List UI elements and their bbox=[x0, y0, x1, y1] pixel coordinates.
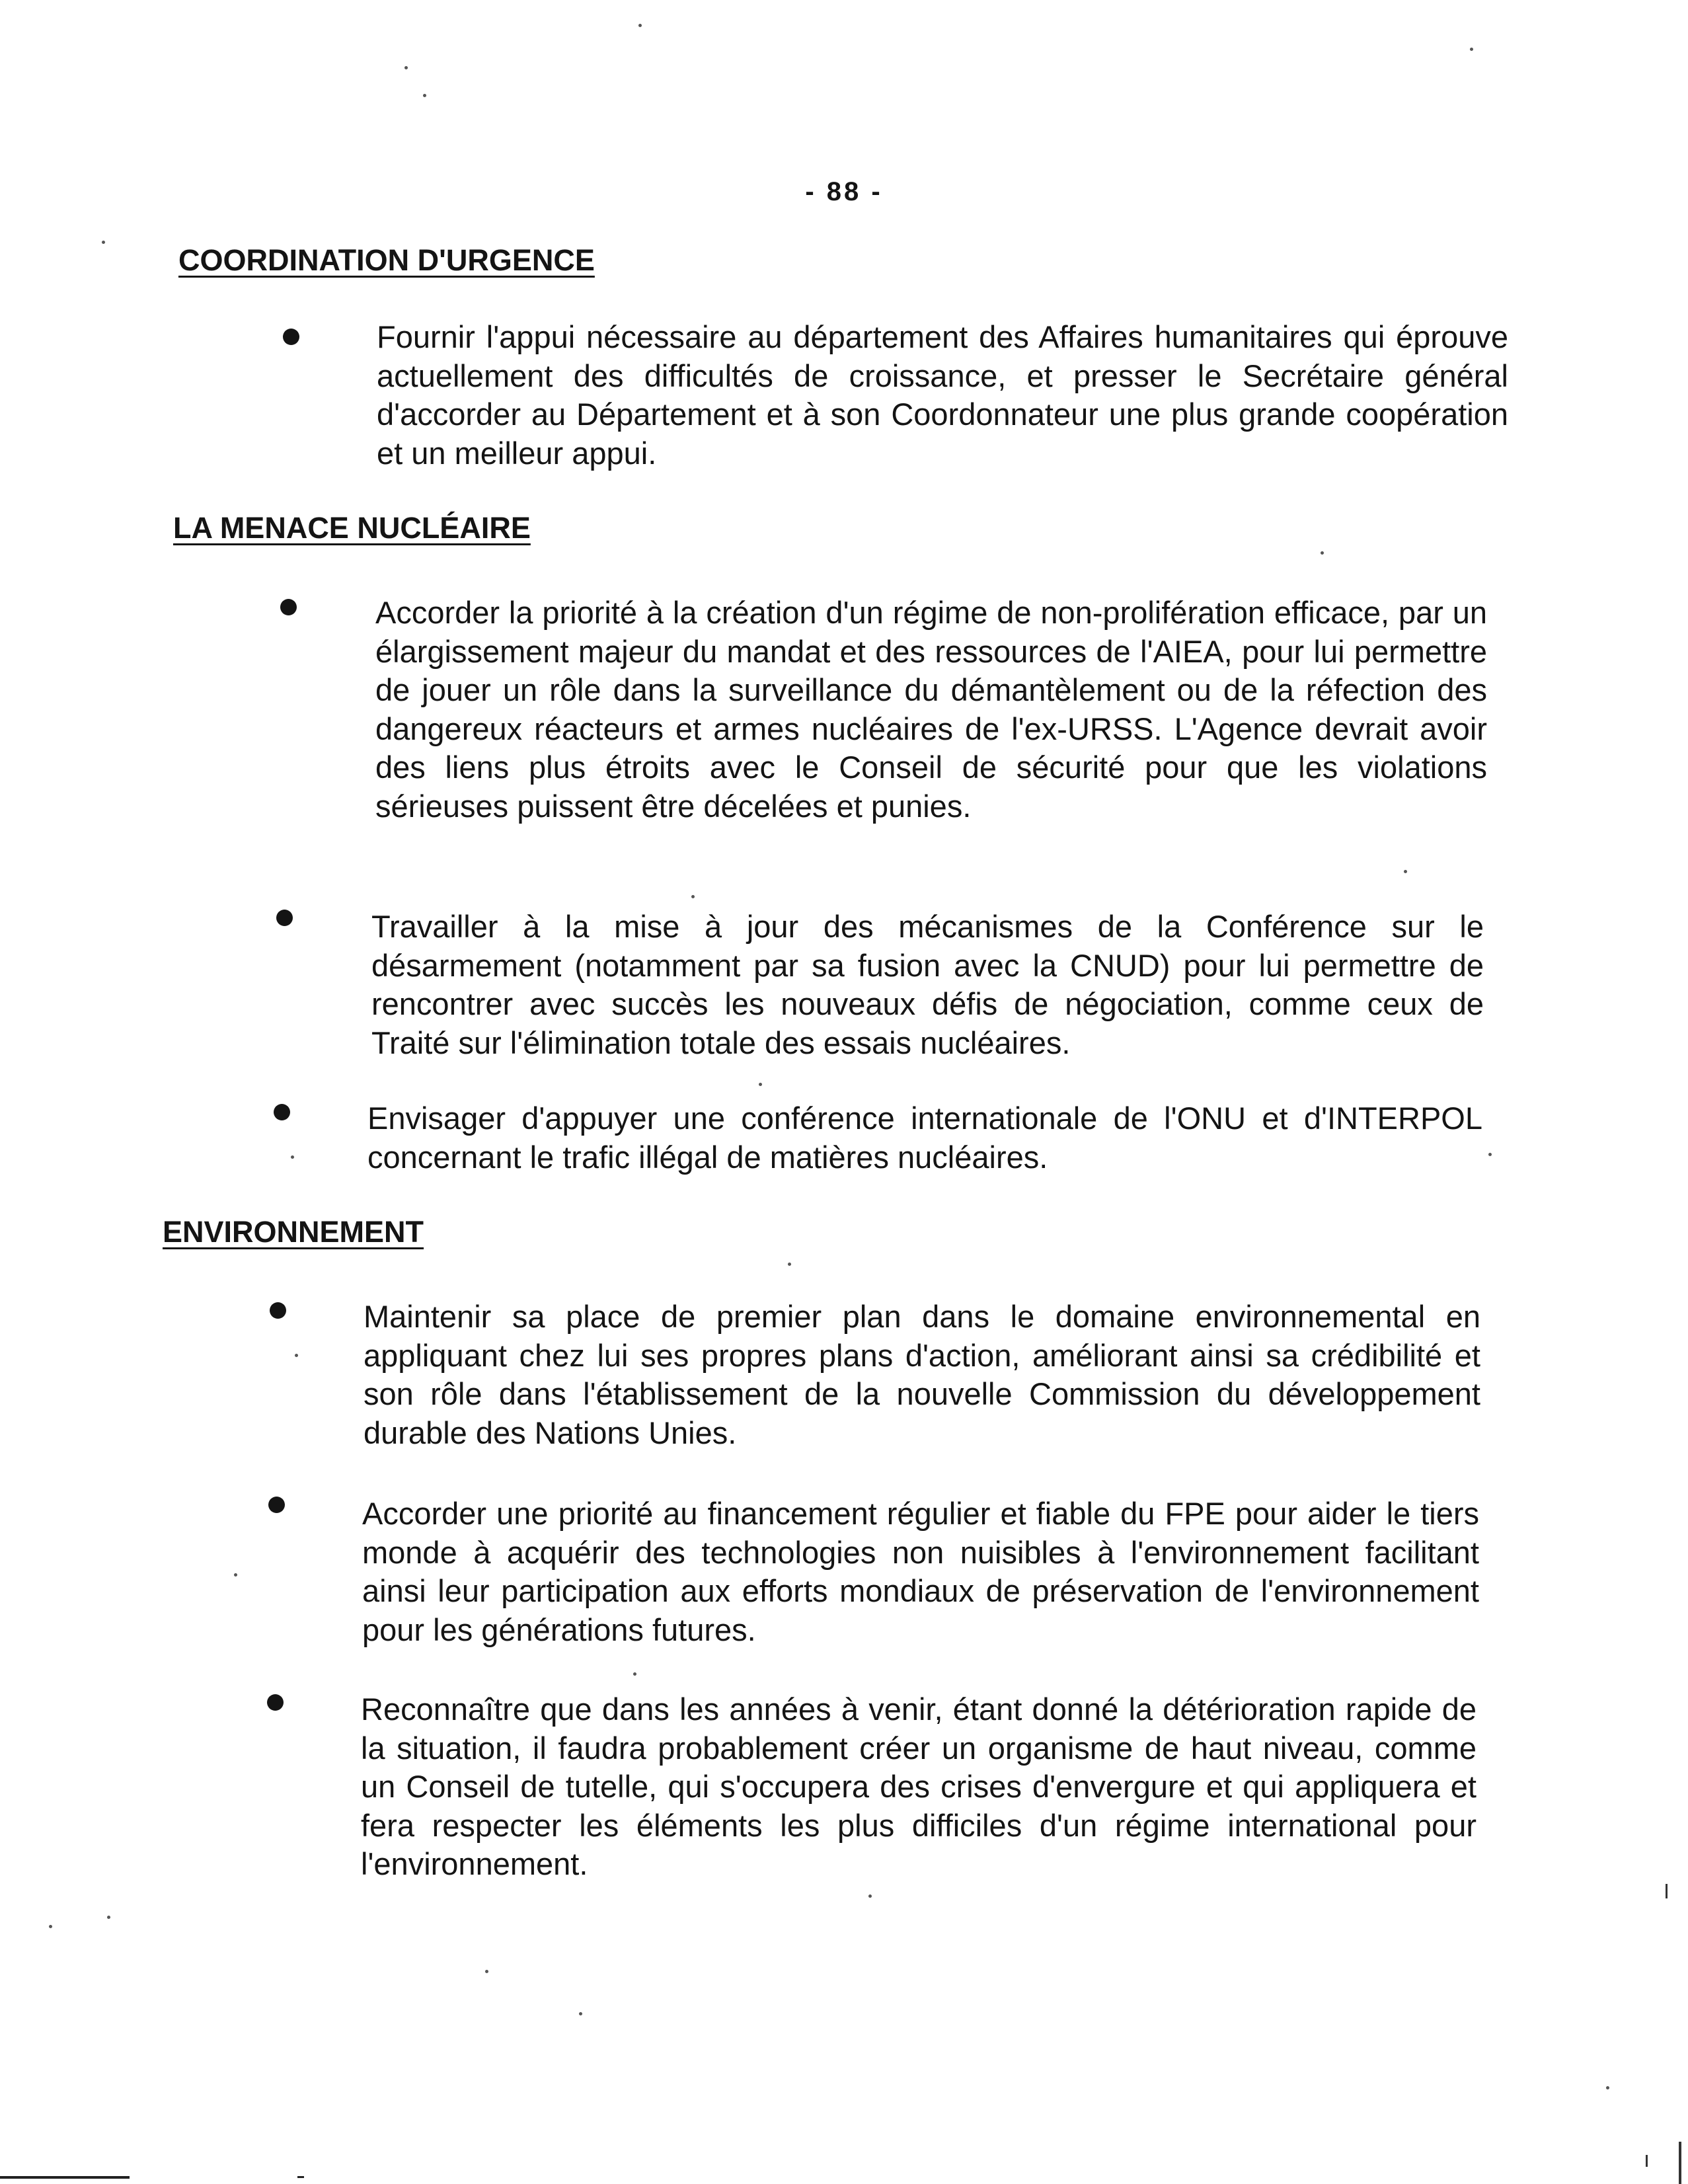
scan-speck bbox=[1488, 1153, 1492, 1156]
list-item-text: Fournir l'appui nécessaire au département des Affaires humanitaires qui éprouve actuellement des difficultés de croissance, et presser le Secrétaire général d'accorder au Département et à son Coordonnateur une plus grande coopération et un meilleur appui. bbox=[377, 319, 1508, 471]
bullet-icon bbox=[268, 1497, 285, 1513]
scan-edge-line bbox=[0, 2176, 130, 2179]
scan-speck bbox=[759, 1083, 762, 1086]
scan-speck bbox=[107, 1916, 110, 1919]
list-item-text: Travailler à la mise à jour des mécanismes de la Conférence sur le désarmement (notamment par sa fusion avec la CNUD) pour lui permettre de rencontrer avec succès les nouveaux défis de négociation, comme ceux de Traité sur l'élimination totale des essais nucléaires. bbox=[371, 909, 1484, 1060]
list-item-text: Maintenir sa place de premier plan dans le domaine environnemental en appliquant chez lui ses propres plans d'action, améliorant ainsi sa crédibilité et son rôle dans l'établissement de la nouvelle Commission du développement durable des Nations Unies. bbox=[364, 1299, 1480, 1450]
scan-speck bbox=[1404, 870, 1407, 873]
scan-speck bbox=[291, 1155, 294, 1159]
bullet-icon bbox=[267, 1694, 284, 1711]
scan-speck bbox=[633, 1672, 636, 1676]
bullet-icon bbox=[274, 1104, 290, 1120]
scan-speck bbox=[485, 1970, 488, 1973]
bullet-icon bbox=[283, 329, 299, 345]
list-item-text: Accorder une priorité au financement régulier et fiable du FPE pour aider le tiers monde à acquérir des technologies non nuisibles à l'environnement facilitant ainsi leur participation aux efforts mondiaux de préservation de l'environnement pour les générations futures. bbox=[362, 1496, 1479, 1647]
scan-speck bbox=[638, 24, 642, 27]
scan-mark bbox=[1646, 2155, 1648, 2167]
scan-mark bbox=[1679, 2142, 1681, 2184]
scan-speck bbox=[423, 94, 426, 97]
section-heading-environnement: ENVIRONNEMENT bbox=[163, 1215, 424, 1249]
page-number: - 88 - bbox=[805, 177, 883, 206]
scan-mark bbox=[1666, 1884, 1668, 1898]
list-item-text: Accorder la priorité à la création d'un régime de non-prolifération efficace, par un élargissement majeur du mandat et des ressources de l'AIEA, pour lui permettre de jouer un rôle dans la surveillance du démantèlement ou de la réfection des dangereux réacteurs et armes nucléaires de l'ex-URSS. L'Agence devrait avoir des liens plus étroits avec le Conseil de sécurité pour que les violations sérieuses puissent être décelées et punies. bbox=[375, 595, 1487, 824]
scan-speck bbox=[788, 1263, 791, 1266]
scan-speck bbox=[1470, 48, 1473, 51]
scan-speck bbox=[579, 2012, 582, 2015]
scan-speck bbox=[1606, 2086, 1609, 2089]
scan-speck bbox=[102, 241, 105, 244]
section-heading-coordination-urgence: COORDINATION D'URGENCE bbox=[178, 243, 595, 277]
section-heading-menace-nucleaire: LA MENACE NUCLÉAIRE bbox=[173, 511, 531, 545]
bullet-icon bbox=[270, 1302, 286, 1319]
scan-speck bbox=[49, 1925, 52, 1928]
scan-speck bbox=[868, 1894, 872, 1898]
scan-speck bbox=[404, 66, 408, 69]
bullet-icon bbox=[280, 599, 297, 615]
scan-speck bbox=[1321, 551, 1324, 555]
scan-edge-line bbox=[297, 2176, 304, 2178]
list-item-text: Reconnaître que dans les années à venir, étant donné la détérioration rapide de la situation, il faudra probablement créer un organisme de haut niveau, comme un Conseil de tutelle, qui s'occupera des crises d'envergure et qui appliquera et fera respecter les éléments les plus difficiles d'un régime international pour l'environnement. bbox=[361, 1692, 1477, 1881]
scan-speck bbox=[691, 895, 695, 898]
list-item-text: Envisager d'appuyer une conférence internationale de l'ONU et d'INTERPOL concernant le trafic illégal de matières nucléaires. bbox=[367, 1101, 1482, 1175]
bullet-icon bbox=[276, 910, 293, 926]
scan-speck bbox=[295, 1354, 298, 1357]
scan-speck bbox=[234, 1573, 237, 1577]
